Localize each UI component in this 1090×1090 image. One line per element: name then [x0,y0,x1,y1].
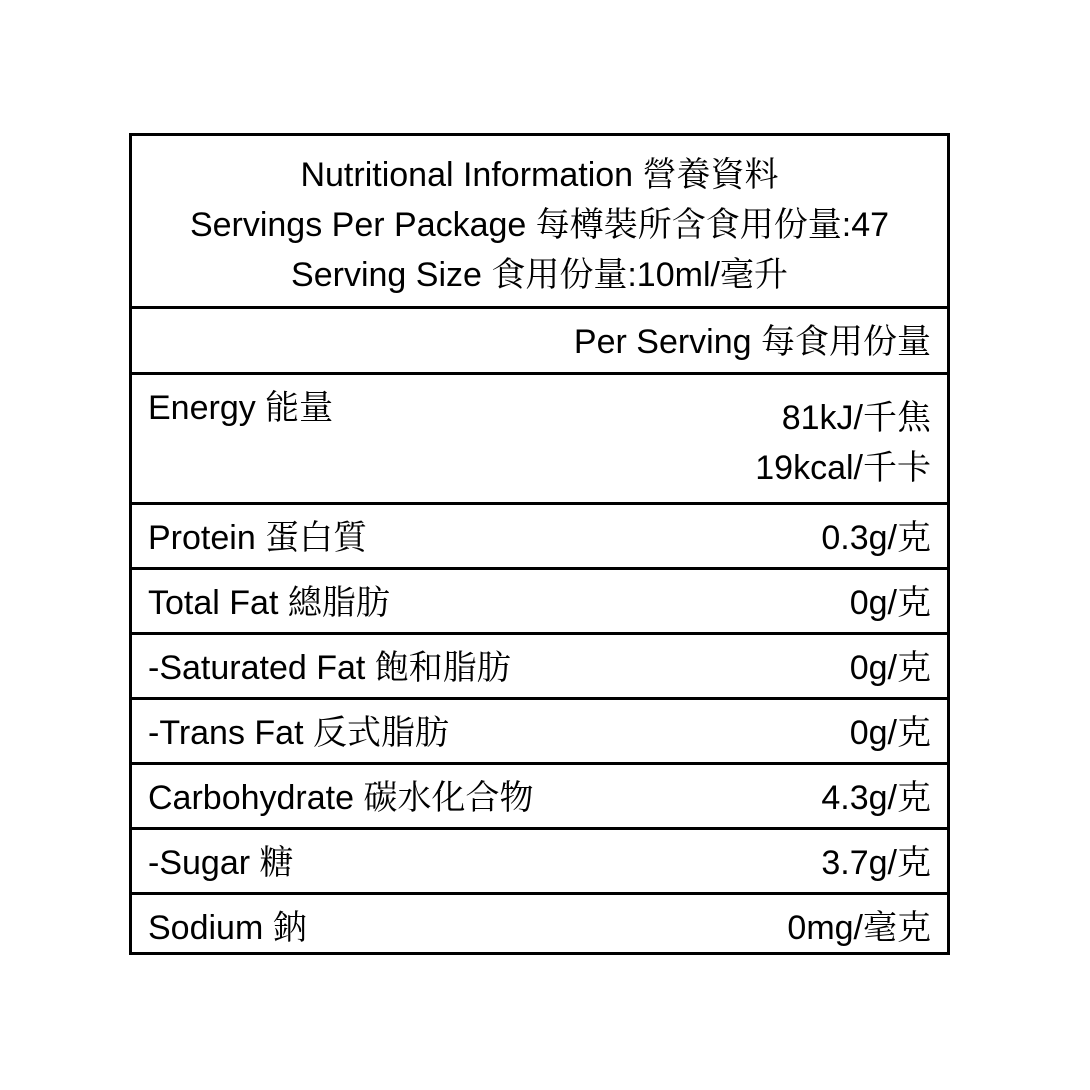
nutrient-value: 0g/克 [849,649,931,687]
nutrient-name: Carbohydrate 碳水化合物 [148,779,534,817]
servings-per-package: Servings Per Package 每樽裝所含食用份量:47 [189,206,890,244]
nutrient-value: 0g/克 [849,584,931,622]
table-row-energy [132,375,947,505]
nutrient-value: 0g/克 [849,714,931,752]
table-row-trans-fat [132,700,947,765]
nutrient-name: Sodium 鈉 [148,909,307,947]
table-row-protein [132,505,947,570]
table-row-total-fat [132,570,947,635]
serving-size: Serving Size 食用份量:10ml/毫升 [291,256,788,294]
table-row-carbohydrate [132,765,947,830]
nutrition-facts-table [129,133,950,955]
nutrient-value: 3.7g/克 [821,844,931,882]
nutrient-name: Protein 蛋白質 [148,519,368,557]
table-header [132,136,947,309]
energy-kj-value: 81kJ/千焦 [781,399,931,437]
table-row-saturated-fat [132,635,947,700]
per-serving-header: Per Serving 每食用份量 [132,309,947,375]
nutrient-name: -Saturated Fat 飽和脂肪 [148,649,511,687]
table-row-sugar [132,830,947,895]
nutrient-name: Energy 能量 [148,389,334,427]
table-title: Nutritional Information 營養資料 [300,156,779,194]
nutrient-value: 0mg/毫克 [787,909,931,947]
table-row-sodium [132,895,947,960]
nutrient-name: Total Fat 總脂肪 [148,584,390,622]
nutrient-name: -Sugar 糖 [148,844,294,882]
energy-values [755,393,931,493]
energy-kcal-value: 19kcal/千卡 [755,449,931,487]
nutrient-value: 0.3g/克 [821,519,931,557]
nutrient-value: 4.3g/克 [821,779,931,817]
nutrient-name: -Trans Fat 反式脂肪 [148,714,449,752]
